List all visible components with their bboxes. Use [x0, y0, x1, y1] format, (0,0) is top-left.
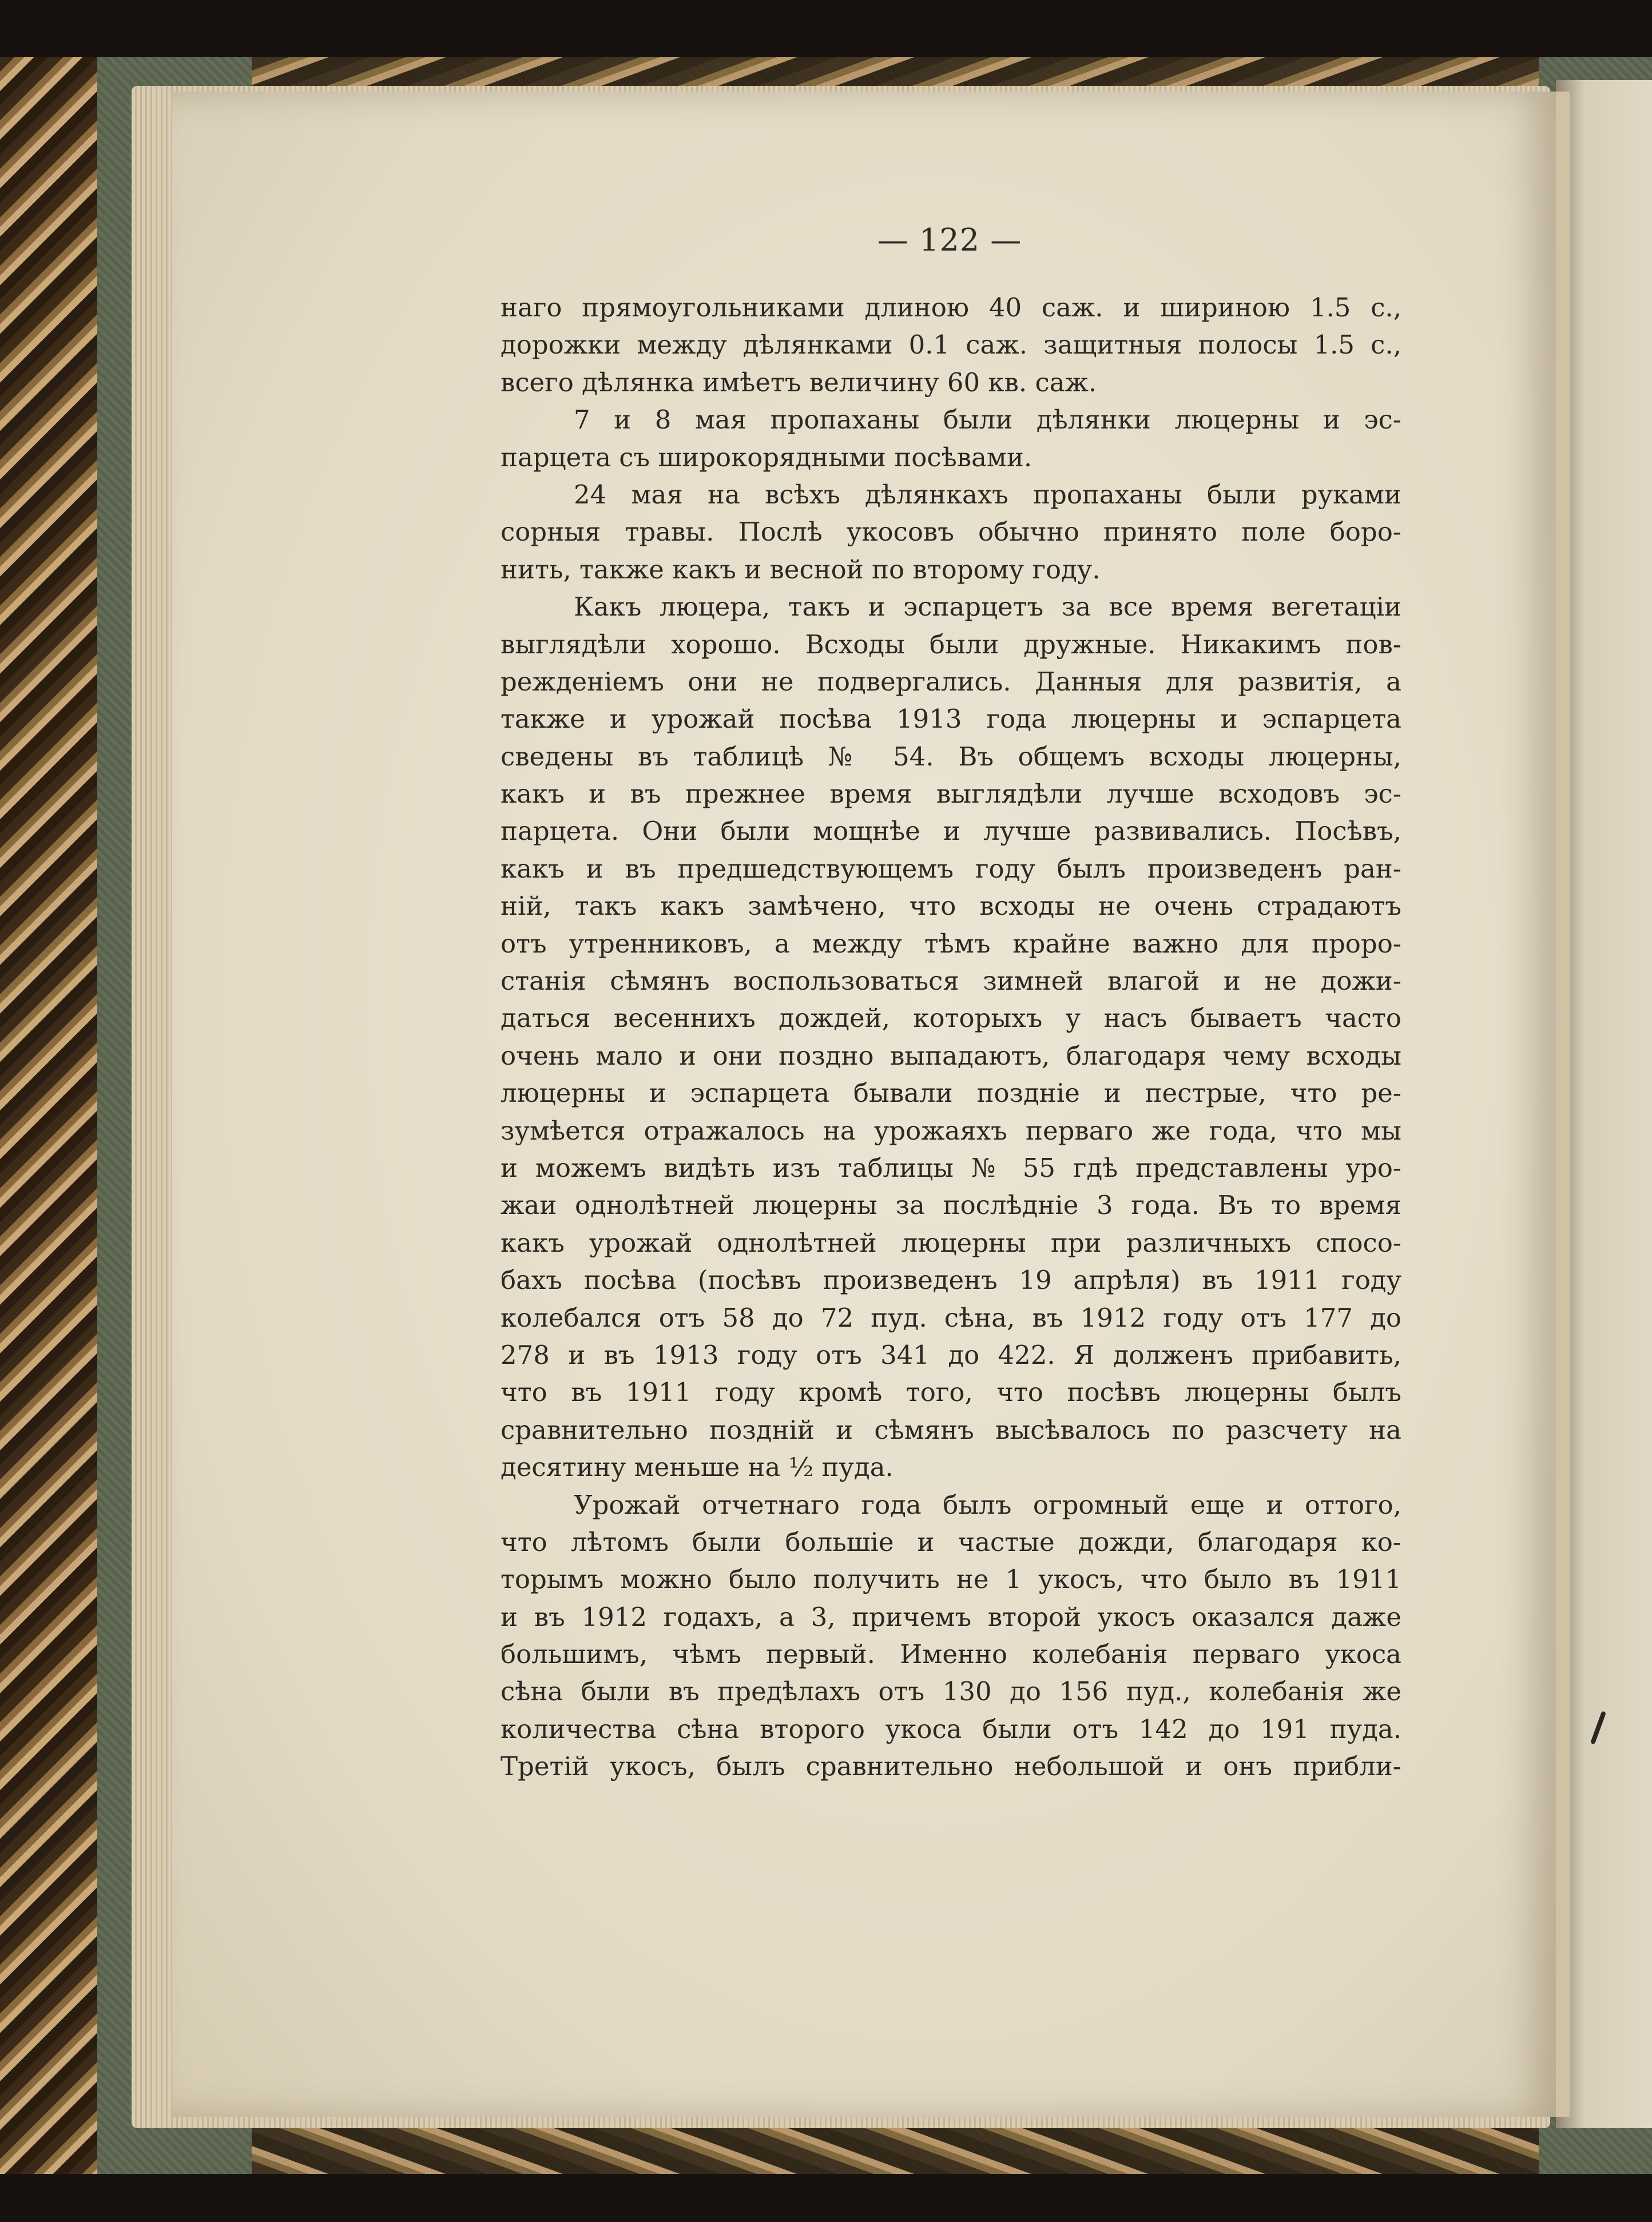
- page-text-body: [501, 289, 1401, 1785]
- text-line: парцета съ широкорядными посѣвами.: [501, 442, 1032, 473]
- text-line: Какъ люцера, такъ и эспарцетъ за все время вегетаціи: [574, 592, 1401, 622]
- text-line: колебался отъ 58 до 72 пуд. сѣна, въ 1912 году отъ 177 до: [501, 1302, 1401, 1333]
- text-line: выглядѣли хорошо. Всходы были дружные. Никакимъ пов-: [501, 629, 1401, 660]
- text-line: какъ и въ прежнее время выглядѣли лучше всходовъ эс-: [501, 779, 1401, 810]
- text-line: ній, такъ какъ замѣчено, что всходы не очень страдаютъ: [501, 891, 1401, 922]
- text-line: большимъ, чѣмъ первый. Именно колебанія перваго укоса: [501, 1639, 1401, 1670]
- text-line: люцерны и эспарцета бывали поздніе и пестрые, что ре-: [501, 1078, 1401, 1109]
- text-line: сравнительно поздній и сѣмянъ высѣвалось по разсчету на: [501, 1414, 1401, 1445]
- text-line: даться весеннихъ дождей, которыхъ у насъ бываетъ часто: [501, 1003, 1401, 1034]
- text-line: какъ урожай однолѣтней люцерны при различныхъ спосо-: [501, 1227, 1401, 1258]
- text-line: торымъ можно было получить не 1 укосъ, что было въ 1911: [501, 1564, 1401, 1595]
- text-line: десятину меньше на ½ пуда.: [501, 1452, 893, 1483]
- text-line: дорожки между дѣлянками 0.1 саж. защитныя полосы 1.5 с.,: [501, 330, 1401, 360]
- text-line: что въ 1911 году кромѣ того, что посѣвъ люцерны былъ: [501, 1377, 1401, 1408]
- text-line: количества сѣна второго укоса были отъ 142 до 191 пуда.: [501, 1713, 1401, 1744]
- text-line: очень мало и они поздно выпадаютъ, благодаря чему всходы: [501, 1040, 1401, 1071]
- text-line: станія сѣмянъ воспользоваться зимней влагой и не дожи-: [501, 966, 1401, 997]
- text-line: Третій укосъ, былъ сравнительно небольшой и онъ прибли-: [501, 1751, 1401, 1782]
- next-page-edge: [1556, 80, 1652, 2128]
- text-line: 7 и 8 мая пропаханы были дѣлянки люцерны и эс-: [574, 404, 1401, 435]
- text-line: что лѣтомъ были большіе и частые дожди, благодаря ко-: [501, 1526, 1401, 1557]
- page-number: — 122 —: [877, 222, 1022, 258]
- text-line: какъ и въ предшедствующемъ году былъ произведенъ ран-: [501, 853, 1401, 884]
- text-line: 24 мая на всѣхъ дѣлянкахъ пропаханы были руками: [574, 479, 1401, 510]
- text-line: Урожай отчетнаго года былъ огромный еще и оттого,: [574, 1489, 1401, 1520]
- text-line: сведены въ таблицѣ № 54. Въ общемъ всходы люцерны,: [501, 741, 1401, 772]
- text-line: 278 и въ 1913 году отъ 341 до 422. Я долженъ прибавить,: [501, 1339, 1401, 1370]
- text-line: режденіемъ они не подвергались. Данныя для развитія, а: [501, 666, 1401, 697]
- text-line: и можемъ видѣть изъ таблицы № 55 гдѣ представлены уро-: [501, 1152, 1401, 1183]
- text-line: наго прямоугольниками длиною 40 саж. и шириною 1.5 с.,: [501, 292, 1401, 323]
- text-line: зумѣется отражалось на урожаяхъ перваго же года, что мы: [501, 1115, 1401, 1146]
- text-line: сорныя травы. Послѣ укосовъ обычно принято поле боро-: [501, 517, 1401, 547]
- text-line: также и урожай посѣва 1913 года люцерны и эспарцета: [501, 704, 1401, 735]
- text-line: отъ утренниковъ, а между тѣмъ крайне важно для проро-: [501, 928, 1401, 959]
- text-line: жаи однолѣтней люцерны за послѣдніе 3 года. Въ то время: [501, 1190, 1401, 1221]
- text-line: парцета. Они были мощнѣе и лучше развивались. Посѣвъ,: [501, 816, 1401, 847]
- text-line: сѣна были въ предѣлахъ отъ 130 до 156 пуд., колебанія же: [501, 1676, 1401, 1707]
- text-line: бахъ посѣва (посѣвъ произведенъ 19 апрѣля) въ 1911 году: [501, 1265, 1401, 1296]
- text-line: нить, также какъ и весной по второму году.: [501, 554, 1101, 585]
- text-line: и въ 1912 годахъ, а 3, причемъ второй укосъ оказался даже: [501, 1601, 1401, 1632]
- text-line: всего дѣлянка имѣетъ величину 60 кв. саж.: [501, 367, 1097, 398]
